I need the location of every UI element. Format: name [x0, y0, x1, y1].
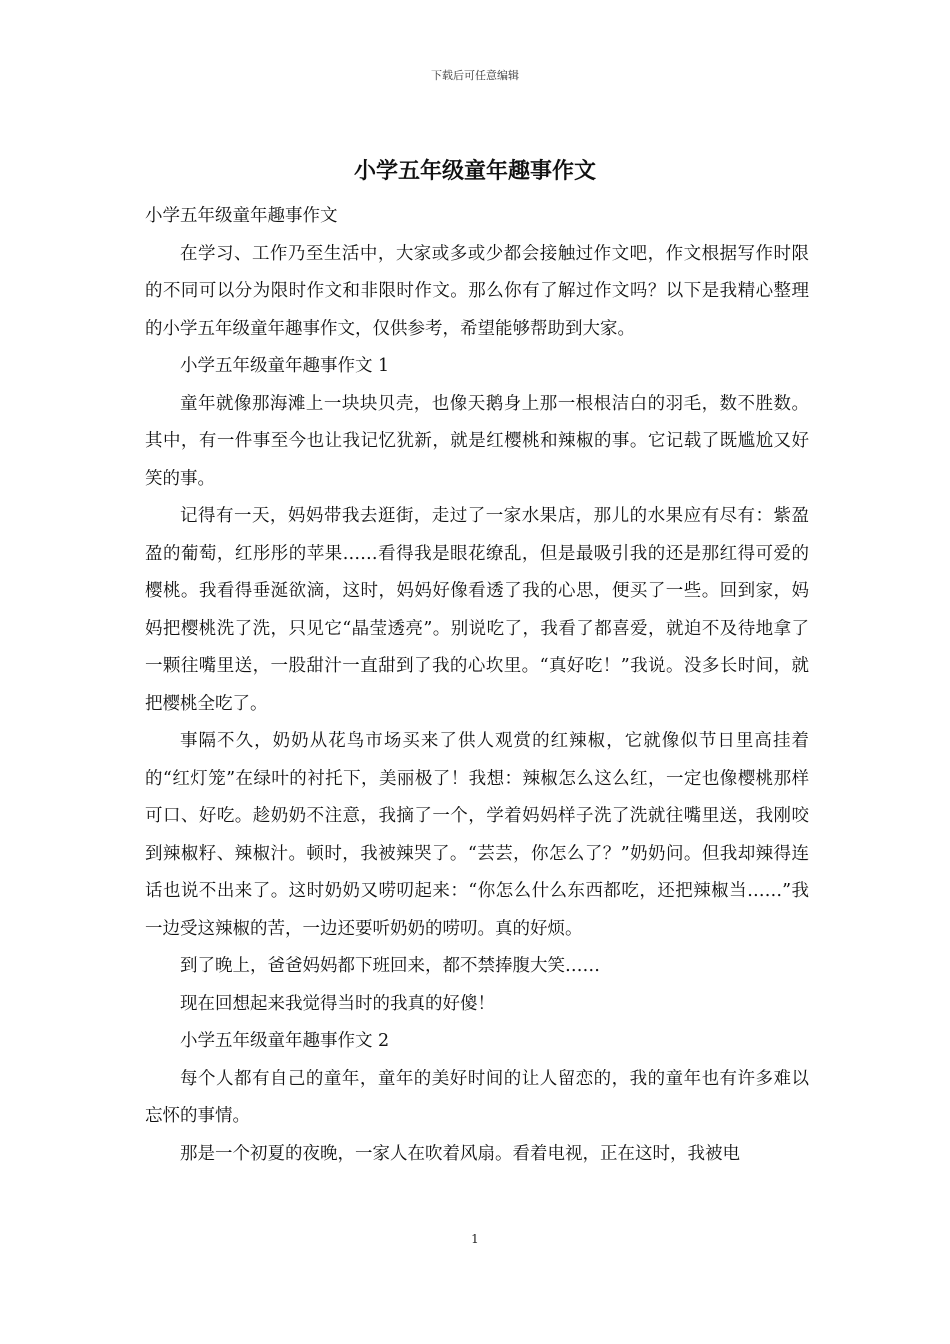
body-paragraph: 现在回想起来我觉得当时的我真的好傻！	[180, 993, 495, 1014]
section-heading-1: 小学五年级童年趣事作文 1	[180, 356, 390, 376]
body-paragraph: 童年就像那海滩上一块块贝壳，也像天鹅身上那一根根洁白的羽毛，数不胜数。其中，有一件事至今也让我记忆犹新，就是红樱桃和辣椒的事。它记载了既尴尬又好笑的事。	[145, 393, 809, 489]
body-paragraph: 每个人都有自己的童年，童年的美好时间的让人留恋的，我的童年也有许多难以忘怀的事情。	[145, 1068, 809, 1126]
page-number: 1	[471, 1232, 479, 1246]
header-note: 下载后可任意编辑	[431, 69, 519, 82]
body-paragraph: 到了晚上，爸爸妈妈都下班回来，都不禁捧腹大笑……	[180, 956, 600, 976]
body-paragraph: 记得有一天，妈妈带我去逛街，走过了一家水果店，那儿的水果应有尽有：紫盈盈的葡萄，红彤彤的苹果……看得我是眼花缭乱，但是最吸引我的还是那红得可爱的樱桃。我看得垂涎欲滴，这时，妈妈好像看透了我的心思，便买了一些。回到家，妈妈把樱桃洗了洗，只见它“晶莹透亮”。别说吃了，我看了都喜爱，就迫不及待地拿了一颗往嘴里送，一股甜汁一直甜到了我的心坎里。“真好吃！”我说。没多长时间，就把樱桃全吃了。	[145, 506, 809, 714]
body-paragraph: 那是一个初夏的夜晚，一家人在吹着风扇。看着电视，正在这时，我被电	[180, 1143, 740, 1164]
body-paragraph: 事隔不久，奶奶从花鸟市场买来了供人观赏的红辣椒，它就像似节日里高挂着的“红灯笼”在绿叶的衬托下，美丽极了！我想：辣椒怎么这么红，一定也像樱桃那样可口、好吃。趁奶奶不注意，我摘了一个，学着妈妈样子洗了洗就往嘴里送，我刚咬到辣椒籽、辣椒汁。顿时，我被辣哭了。“芸芸，你怎么了？”奶奶问。但我却辣得连话也说不出来了。这时奶奶又唠叨起来：“你怎么什么东西都吃，还把辣椒当……”我一边受这辣椒的苦，一边还要听奶奶的唠叨。真的好烦。	[145, 731, 809, 939]
subtitle-paragraph: 小学五年级童年趣事作文	[145, 206, 338, 226]
document-body	[145, 198, 809, 1173]
intro-paragraph: 在学习、工作乃至生活中，大家或多或少都会接触过作文吧，作文根据写作时限的不同可以分为限时作文和非限时作文。那么你有了解过作文吗？以下是我精心整理的小学五年级童年趣事作文，仅供参考，希望能够帮助到大家。	[145, 243, 809, 339]
document-title: 小学五年级童年趣事作文	[353, 158, 596, 184]
section-heading-2: 小学五年级童年趣事作文 2	[180, 1031, 390, 1051]
